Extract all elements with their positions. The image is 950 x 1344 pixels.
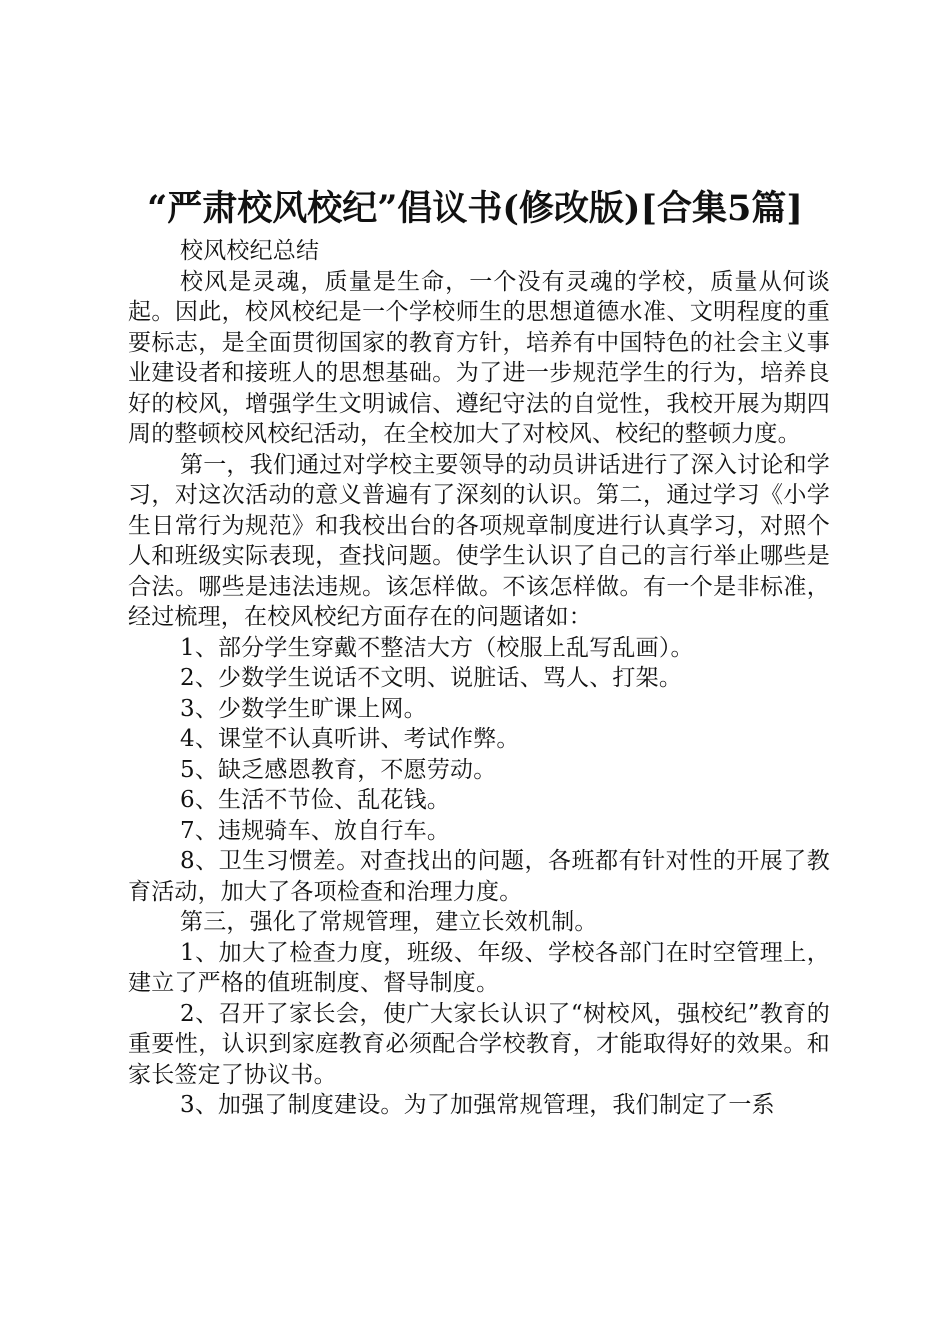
paragraph: 第一，我们通过对学校主要领导的动员讲话进行了深入讨论和学习，对这次活动的意义普遍有了深刻的认识。第二，通过学习《小学生日常行为规范》和我校出台的各项规章制度进行认真学习，对照个人和班级实际表现，查找问题。使学生认识了自己的言行举止哪些是合法。哪些是违法违规。该怎样做。不该怎样做。有一个是非标准，经过梳理，在校风校纪方面存在的问题诸如： xyxy=(128,451,830,630)
document-body xyxy=(128,236,830,1121)
list-item: 5、缺乏感恩教育，不愿劳动。 xyxy=(180,756,497,783)
list-item: 8、卫生习惯差。对查找出的问题，各班都有针对性的开展了教育活动，加大了各项检查和治理力度。 xyxy=(128,848,830,905)
list-item: 3、加强了制度建设。为了加强常规管理，我们制定了一系 xyxy=(180,1092,775,1118)
list-item: 1、部分学生穿戴不整洁大方（校服上乱写乱画）。 xyxy=(180,634,694,661)
list-item: 4、课堂不认真听讲、考试作弊。 xyxy=(180,726,520,752)
document-title: “严肃校风校纪”倡议书(修改版)[合集5篇] xyxy=(147,188,803,229)
paragraph: 第三，强化了常规管理，建立长效机制。 xyxy=(180,909,598,935)
section-heading: 校风校纪总结 xyxy=(180,238,320,264)
list-item: 2、少数学生说话不文明、说脏话、骂人、打架。 xyxy=(180,665,683,691)
paragraph: 校风是灵魂，质量是生命，一个没有灵魂的学校，质量从何谈起。因此，校风校纪是一个学校师生的思想道德水准、文明程度的重要标志，是全面贯彻国家的教育方针，培养有中国特色的社会主义事业建设者和接班人的思想基础。为了进一步规范学生的行为，培养良好的校风，增强学生文明诚信、遵纪守法的自觉性，我校开展为期四周的整顿校风校纪活动，在全校加大了对校风、校纪的整顿力度。 xyxy=(128,268,830,447)
list-item: 1、加大了检查力度，班级、年级、学校各部门在时空管理上，建立了严格的值班制度、督导制度。 xyxy=(128,939,830,996)
list-item: 6、生活不节俭、乱花钱。 xyxy=(180,787,451,813)
list-item: 2、召开了家长会，使广大家长认识了“树校风，强校纪”教育的重要性，认识到家庭教育必须配合学校教育，才能取得好的效果。和家长签定了协议书。 xyxy=(128,1000,830,1088)
list-item: 3、少数学生旷课上网。 xyxy=(180,695,427,722)
list-item: 7、违规骑车、放自行车。 xyxy=(180,817,451,844)
